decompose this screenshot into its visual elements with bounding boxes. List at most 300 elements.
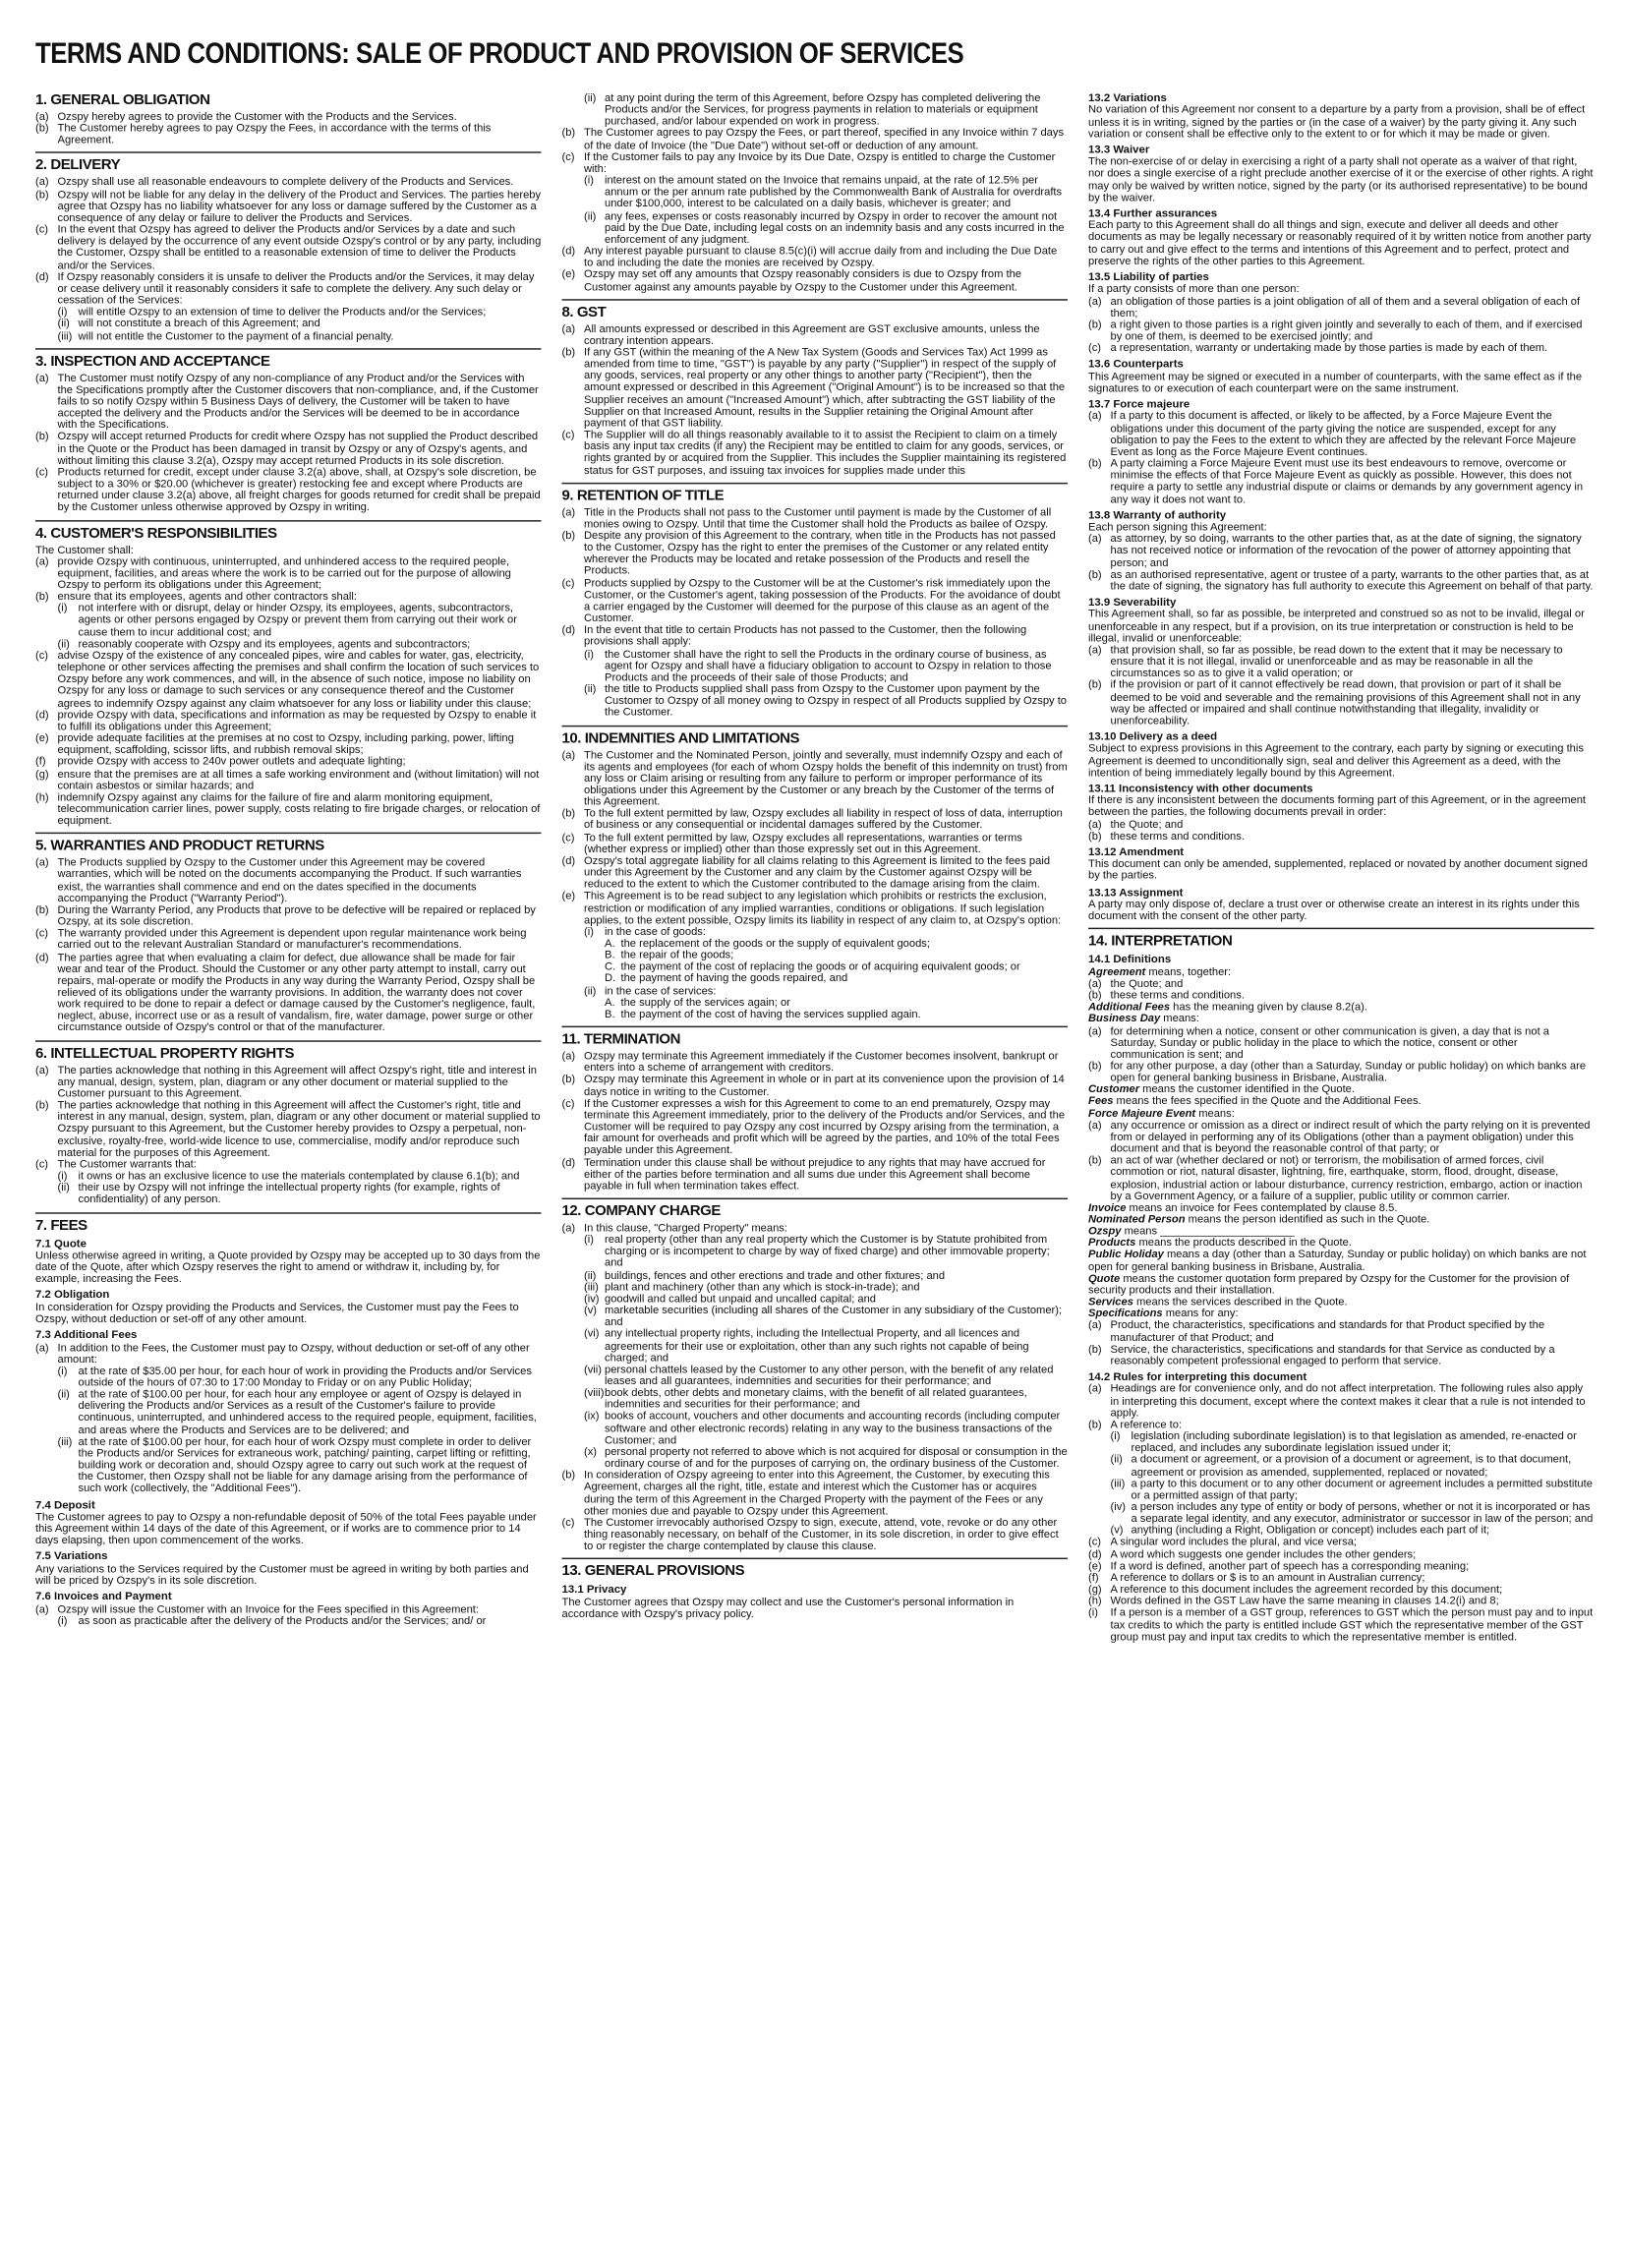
clause-text: The parties acknowledge that nothing in this Agreement will affect the Customer's right, title and interest in any manual, design, system, plan, diagram or any other document or material supplied to Ozspy pursuant to this Agreement, but the Customer hereby provides to Ozspy a perpetual, non-exclusive, royalty-free, world-wide licence to use, commercialise, modify and/or reproduce such material for the purposes of this Agreement. [57, 1098, 541, 1159]
definition-term: Services [1088, 1295, 1133, 1308]
clause-item [562, 210, 1069, 246]
clause-text: their use by Ozspy will not infringe the intellectual property rights (for example, rights of confidentiality) of any person. [78, 1181, 500, 1206]
clause-label: B. [605, 1007, 615, 1020]
clause-text: In consideration of Ozspy agreeing to enter into this Agreement, the Customer, by executing this Agreement, charges all the right, title, estate and interest which the Customer has or acquires during the term of this Agreement in the Charged Property with the payment of the Fees or any other monies due and payable to Ozspy under this Agreement. [584, 1468, 1050, 1518]
clause-text: A reference to: [1110, 1417, 1183, 1431]
clause-text: at the rate of $35.00 per hour, for each hour of work in providing the Products and/or Services outside of the hours of 07:30 to 17:00 Monday to Friday or on any Public Holiday; [78, 1364, 532, 1389]
clause-text: To the full extent permitted by law, Ozspy excludes all liability in respect of loss of data, interruption of business or any consequential or incidental damages suffered by the Customer. [584, 806, 1063, 832]
clause-text: a right given to those parties is a right given jointly and severally to each of them, and if exercised by one of them, is deemed to be exercised jointly; and [1110, 318, 1583, 343]
clause-item [1088, 1320, 1595, 1344]
clause-label: (c) [35, 1157, 49, 1171]
clause-item [1088, 1501, 1595, 1525]
clause-label: (iii) [1110, 1476, 1126, 1490]
clause-label: (a) [35, 175, 49, 189]
clause-item [562, 1470, 1069, 1517]
clause-item [562, 347, 1069, 430]
definition-text: means: [1195, 1106, 1235, 1120]
clause-item [562, 577, 1069, 624]
clause-label: (i) [584, 173, 594, 187]
clause-text: the payment of having the goods repaired, and [620, 971, 848, 985]
clause-label: (a) [1088, 532, 1102, 546]
clause-item [562, 1098, 1069, 1157]
clause-label: (b) [1088, 1417, 1102, 1431]
clause-item [1088, 569, 1595, 593]
clause-item [562, 1446, 1069, 1470]
definition-term: Force Majeure Event [1088, 1106, 1196, 1120]
paragraph: If there is any inconsistent between the documents forming part of this Agreement, or in the agreement between the parties, the following documents prevail in order: [1088, 793, 1587, 819]
definition-term: Customer [1088, 1082, 1140, 1096]
section-heading: 13. GENERAL PROVISIONS [562, 1558, 1069, 1580]
clause-item [1088, 1344, 1595, 1367]
clause-text: In the event that title to certain Products has not passed to the Customer, then the following provisions shall apply: [584, 622, 1027, 649]
clause-text: The Customer irrevocably authorised Ozspy to sign, execute, attend, vote, revoke or do any other thing reasonably necessary, on behalf of the Customer, in its sole discretion, in order to give effect to or register the charge contemplated by clause this clause. [584, 1515, 1059, 1552]
column-1 [35, 92, 542, 1643]
clause-item [35, 1342, 542, 1366]
clause-item [35, 603, 542, 638]
clause-label: (iv) [1110, 1499, 1126, 1514]
clause-label: (c) [35, 926, 49, 940]
clause-text: If any GST (within the meaning of the A New Tax System (Goods and Services Tax) Act 1999 as amended from time to time, "GST") is payable by any party ("Supplier") in respect of the supply of any goods, services, real property or any other things to another party ("Recipient"), then the amount expressed or described in this Agreement ("Original Amount") is to be increased so that the Supplier receives an amount ("Increased Amount") which, after subtracting the GST liability of the Supplier on that Increased Amount, results in the Supplier retaining the Original Amount after payment of that GST liability. [584, 345, 1066, 430]
clause-item [562, 246, 1069, 269]
clause-item [1088, 1025, 1595, 1061]
clause-text: in the case of goods: [605, 924, 706, 938]
clause-label: (a) [35, 855, 49, 869]
definition-text: means an invoice for Fees contemplated by clause 8.5. [1126, 1200, 1398, 1214]
subsection-heading: 13.7 Force majeure [1088, 397, 1190, 411]
clause-text: interest on the amount stated on the Invoice that remains unpaid, at the rate of 12.5% per annum or the per annum rate published by the Commonwealth Bank of Australia for overdrafts under $100,000, interest to be calculated on a daily basis, whichever is greater; and [605, 173, 1063, 210]
paragraph: Each party to this Agreement shall do all things and sign, execute and deliver all deeds and other documents as may be legally necessary or reasonably required of it by written notice from another party to carry out and give effect to the terms and intentions of this Agreement and to perfect, protect and preserve the rights of the other parties to this Agreement. [1088, 218, 1592, 267]
clause-item [35, 791, 542, 827]
clause-text: The Customer hereby agrees to pay Ozspy the Fees, in accordance with the terms of this Agreement. [57, 121, 492, 146]
clause-item [1088, 679, 1595, 727]
clause-item [35, 330, 542, 342]
paragraph: This document can only be amended, supplemented, replaced or novated by another document signed by the parties. [1088, 857, 1588, 883]
paragraph: This Agreement shall, so far as possible, be interpreted and construed so as not to be invalid, illegal or unenforceable in any respect, but if a provision, on its true interpretation or construction is held to be illegal, invalid or unenforceable: [1088, 607, 1585, 645]
section-heading: 2. DELIVERY [35, 152, 542, 174]
clause-item [562, 683, 1069, 719]
definition-text: means the services described in the Quote. [1132, 1295, 1348, 1308]
clause-text: a representation, warranty or undertaking made by those parties is made by each of them. [1110, 341, 1548, 355]
clause-label: (iii) [57, 1434, 73, 1448]
clause-item [35, 432, 542, 467]
paragraph: Subject to express provisions in this Agreement to the contrary, each party by signing or executing this Agreement is deemed to unconditionally sign, seal and deliver this Agreement as a deed, with the intention of being immediately legally bound by this Agreement. [1088, 741, 1584, 779]
definition-term: Fees [1088, 1094, 1114, 1108]
clause-label: (b) [1088, 1059, 1102, 1073]
clause-label: (i) [584, 646, 594, 661]
clause-text: these terms and conditions. [1110, 988, 1245, 1002]
section-heading: 9. RETENTION OF TITLE [562, 482, 1069, 503]
clause-label: (c) [561, 1515, 575, 1529]
clause-item [1088, 411, 1595, 458]
clause-item [35, 1100, 542, 1159]
clause-text: A word which suggests one gender includes the other genders; [1110, 1546, 1417, 1560]
clause-text: an act of war (whether declared or not) or terrorism, the mobilisation of armed forces, civil commotion or riot, natural disaster, lightning, fire, earthquake, storm, flood, drought, disease, explosion, industrial action or labour disturbance, currency restriction, embargo, action or inaction by a Government Agency, or a failure of a supplier, public utility or common carrier. [1110, 1153, 1583, 1202]
clause-label: (b) [1088, 988, 1102, 1002]
clause-label: (i) [584, 924, 594, 938]
clause-label: (ii) [57, 317, 70, 330]
clause-label: (d) [1088, 1546, 1102, 1560]
clause-label: (c) [561, 575, 575, 590]
clause-text: marketable securities (including all shares of the Customer in any subsidiary of the Customer); and [605, 1303, 1063, 1329]
clause-item [562, 128, 1069, 151]
clause-text: a person includes any type of entity or body of persons, whether or not it is incorporated or has a separate legal identity, and any executor, administrator or successor in law of the person; and [1131, 1499, 1594, 1525]
clause-item [562, 530, 1069, 577]
clause-label: (c) [35, 222, 49, 236]
definition-text: means: [1160, 1012, 1199, 1025]
clause-label: (a) [35, 1063, 49, 1076]
clause-text: if the provision or part of it cannot effectively be read down, that provision or part of it shall be deemed to be void and severable and the remaining provisions of this Agreement shall not in any way be affected or impaired and shall continue notwithstanding that illegality, invalidity or unenforceability. [1110, 677, 1581, 727]
clause-label: (d) [561, 622, 576, 637]
clause-label: (a) [1088, 294, 1102, 308]
clause-text: the repair of the goods; [620, 948, 734, 961]
clause-item [35, 857, 542, 904]
clause-text: Despite any provision of this Agreement to the contrary, when title in the Products has not passed to the Customer, Ozspy has the right to enter the premises of the Customer or any related entity wherever the Products may be located and retake possession of the Products and resell the Products. [584, 528, 1056, 578]
clause-text: buildings, fences and other erections and trade and other fixtures; and [605, 1267, 946, 1282]
clause-label: (i) [57, 305, 68, 319]
clause-text: a party to this document or to any other document or agreement includes a permitted substitute or a permitted assign of that party; [1131, 1476, 1593, 1502]
clause-item [562, 749, 1069, 808]
clause-text: In addition to the Fees, the Customer must pay to Ozspy, without deduction or set-off of any other amount: [57, 1340, 530, 1366]
clause-item [35, 189, 542, 224]
clause-text: Products supplied by Ozspy to the Customer will be at the Customer's risk immediately upon the Customer, or the Customer's agent, taking possession of the Products. For the avoidance of doubt a carrier engaged by the Customer will deemed for the purpose of this clause as an agent of the Customer. [584, 575, 1061, 625]
clause-label: (ii) [584, 681, 597, 696]
clause-text: If Ozspy reasonably considers it is unsafe to deliver the Products and/or the Services, it may delay or cease delivery until it reasonably considers it safe to complete the delivery. Any such delay or cessation of the Services: [57, 269, 535, 307]
clause-item [1088, 1061, 1595, 1084]
clause-item [1088, 644, 1595, 679]
clause-text: personal property not referred to above which is not acquired for disposal or consumption in the ordinary course of and for the purposes of carrying on, the ordinary business of the Customer. [605, 1444, 1068, 1471]
clause-text: advise Ozspy of the existence of any concealed pipes, wire and cables for water, gas, electricity, telephone or other services affecting the premises and shall confirm the location of such services to Ozspy before any work commences, and will, in the absence of such notice, impose no liability on Ozspy for any loss or damage to such services or any consequence thereof and the Customer agrees to indemnify Ozspy against any claim whatsoever for any loss or liability under this clause; [57, 648, 540, 710]
clause-label: (a) [35, 371, 49, 384]
clause-text: at any point during the term of this Agreement, before Ozspy has completed delivering the Products and/or the Services, for progress payments in relation to materials or equipment purchased, and/or labour expended on work in progress. [605, 90, 1041, 128]
section-heading: 1. GENERAL OBLIGATION [35, 92, 210, 109]
clause-label: (i) [57, 1364, 68, 1377]
clause-label: (ii) [584, 1267, 597, 1282]
subsection-heading: 13.12 Amendment [1088, 844, 1185, 858]
clause-item [35, 467, 542, 514]
section-heading: 11. TERMINATION [562, 1026, 1069, 1048]
paragraph: Each person signing this Agreement: [1088, 520, 1267, 534]
column-2 [562, 92, 1069, 1643]
clause-text: indemnify Ozspy against any claims for the failure of fire and alarm monitoring equipment, telecommunication carrier lines, power supply, costs relating to fire brigade charges, or relocation of equipment. [57, 789, 541, 827]
clause-item [562, 1157, 1069, 1192]
clause-label: (v) [1110, 1523, 1124, 1537]
clause-text: that provision shall, so far as possible, be read down to the extent that it may be necessary to ensure that it is not illegal, invalid or unenforceable and as may be reasonable in all the circumstances so as to give it a valid operation; or [1110, 642, 1563, 680]
clause-text: Service, the characteristics, specifications and standards for that Service as conducted by a reasonably competent professional engaged to perform that service. [1110, 1342, 1555, 1367]
clause-item [562, 1328, 1069, 1364]
clause-text: the title to Products supplied shall pass from Ozspy to the Customer upon payment by the Customer to Ozspy of all money owing to Ozspy in respect of all Products supplied by Ozspy to the Customer. [605, 681, 1068, 720]
clause-label: (x) [584, 1444, 598, 1459]
clause-item [35, 1389, 542, 1436]
clause-item [1088, 1430, 1595, 1454]
document-title: TERMS AND CONDITIONS: SALE OF PRODUCT AND PROVISION OF SERVICES [35, 37, 964, 70]
column-3 [1088, 92, 1595, 1643]
clause-label: (d) [561, 244, 576, 258]
clause-label: (d) [561, 1155, 576, 1169]
definition-text: means the person identified as such in the Quote. [1185, 1212, 1430, 1226]
clause-text: Title in the Products shall not pass to the Customer until payment is made by the Customer of all monies owing to Ozspy. Until that time the Customer shall hold the Products as bailee of Ozspy. [584, 504, 1052, 531]
clause-text: Ozspy may terminate this Agreement immediately if the Customer becomes insolvent, bankrupt or enters into a scheme of arrangement with creditors. [584, 1049, 1059, 1075]
subsection-heading: 13.2 Variations [1088, 90, 1167, 104]
subsection-heading: 13.3 Waiver [1088, 143, 1150, 156]
clause-label: (a) [1088, 1381, 1102, 1396]
definition-text: means the customer identified in the Quote. [1139, 1082, 1356, 1096]
paragraph: The Customer agrees to pay to Ozspy a non-refundable deposit of 50% of the total Fees payable under this Agreement within 14 days of the date of this Agreement, or if works are to commence prior to 14 days elapsing, then upon commencement of the works. [35, 1509, 537, 1547]
clause-label: (b) [35, 902, 49, 916]
clause-label: (a) [1088, 1023, 1102, 1037]
definition-text: has the meaning given by clause 8.2(a). [1170, 1000, 1368, 1014]
clause-text: During the Warranty Period, any Products that prove to be defective will be repaired or replaced by Ozspy, at its sole discretion. [57, 902, 536, 928]
clause-text: as an authorised representative, agent or trustee of a party, warrants to the other parties that, as at the date of signing, the signatory has full authority to execute this Agreement on behalf of that party. [1110, 567, 1594, 593]
clause-text: the replacement of the goods or the supply of equivalent goods; [620, 936, 930, 950]
definition-text: means for any: [1162, 1307, 1239, 1320]
clause-text: the Quote; and [1110, 817, 1184, 831]
section-heading: 3. INSPECTION AND ACCEPTANCE [35, 348, 542, 370]
clause-item [35, 271, 542, 307]
clause-text: the Customer shall have the right to sell the Products in the ordinary course of business, as agent for Ozspy and shall have a fiduciary obligation to account to Ozspy in relation to those Products and the proceeds of their sale of those Products; and [605, 646, 1052, 684]
clause-item [562, 269, 1069, 293]
subsection-heading: 7.3 Additional Fees [35, 1327, 138, 1342]
paragraph: In consideration for Ozspy providing the Products and Services, the Customer must pay the Fees to Ozspy, without deduction or set-off of any other amount. [35, 1300, 519, 1325]
clause-item [562, 323, 1069, 347]
clause-item [35, 555, 542, 591]
subsection-heading: 13.1 Privacy [561, 1583, 627, 1597]
clause-label: (b) [35, 187, 49, 201]
clause-text: at the rate of $100.00 per hour, for each hour any employee or agent of Ozspy is delayed in delivering the Products and/or Services as a result of the Customer's failure to provide continuous, uninterrupted, and unhindered access to the required people, equipment, facilities, and areas where the Products and Services are to be delivered; and [78, 1387, 537, 1436]
clause-item [35, 319, 542, 330]
clause-label: (f) [35, 754, 46, 768]
clause-text: it owns or has an exclusive licence to use the materials contemplated by clause 6.1(b); and [78, 1169, 520, 1183]
section-heading: 6. INTELLECTUAL PROPERTY RIGHTS [35, 1040, 542, 1062]
paragraph: Unless otherwise agreed in writing, a Quote provided by Ozspy may be accepted up to 30 days from the date of the Quote, after which Ozspy reserves the right to amend or withdraw it, including by, for example, increasing the Fees. [35, 1248, 541, 1286]
paragraph: If a party consists of more than one person: [1088, 282, 1300, 296]
clause-text: If a word is defined, another part of speech has a corresponding meaning; [1110, 1558, 1470, 1572]
clause-label: (vii) [584, 1362, 602, 1376]
clause-item [1088, 534, 1595, 569]
clause-text: at the rate of $100.00 per hour, for each hour of work Ozspy must complete in order to deliver the Products and/or Services for extraneous work, patching/ painting, carpet lifting or refitting, building work or decoration and, should Ozspy agree to carry out such work at the request of the Customer, then Ozspy shall not be liable for any damage arising from the performance of such work (collectively, the "Additional Fees"). [78, 1434, 532, 1495]
clause-text: This Agreement is to be read subject to any legislation which prohibits or restricts the exclusion, restriction or modification of any implied warranties, conditions or obligations. If such legislation applies, to the extent possible, Ozspy limits its liability in respect of any claim to, at Ozspy's option: [584, 889, 1062, 926]
clause-label: (e) [561, 267, 576, 281]
clause-text: If the Customer expresses a wish for this Agreement to come to an end prematurely, Ozspy may terminate this Agreement immediately, prior to the delivery of the Products and/or Services, and the Customer will be required to pay Ozspy any cost incurred by Ozspy arising from the termination, a fair amount for overheads and profit which will be agreed by the parties, and 10% of the total Fees payable under this Agreement. [584, 1096, 1066, 1157]
clause-label: (b) [1088, 829, 1102, 843]
clause-item [1088, 1120, 1595, 1155]
clause-label: (b) [35, 589, 49, 604]
clause-label: (d) [35, 707, 49, 722]
clause-text: not interfere with or disrupt, delay or hinder Ozspy, its employees, agents, subcontractors, agents or other persons engaged by Ozspy or prevent them from carrying out their work or cause them to incur additional cost; and [78, 601, 517, 639]
clause-item [35, 732, 542, 756]
clause-text: To the full extent permitted by law, Ozspy excludes all representations, warranties or terms (whether express or implied) other than those expressly set out in this Agreement. [584, 830, 1022, 855]
clause-label: (h) [35, 789, 49, 803]
clause-text: If the Customer fails to pay any Invoice by its Due Date, Ozspy is entitled to charge the Customer with: [584, 149, 1056, 175]
clause-item [35, 123, 542, 146]
clause-label: (a) [35, 109, 49, 123]
clause-label: (ii) [57, 1181, 70, 1194]
clause-label: (ii) [1110, 1452, 1123, 1467]
clause-label: (i) [57, 1169, 68, 1183]
definition [1088, 1273, 1595, 1297]
clause-text: provide Ozspy with continuous, uninterrupted, and unhindered access to the required people, equipment, facilities, and areas where the work is to be carried out for the purpose of allowing Ozspy to perform its obligations under this Agreement; [57, 553, 511, 592]
definition-text: means ______________________ [1121, 1224, 1295, 1238]
clause-item [35, 928, 542, 952]
clause-item [562, 151, 1069, 175]
subsection-heading: 13.11 Inconsistency with other documents [1088, 781, 1313, 795]
paragraph: Any variations to the Services required by the Customer must be agreed in writing by both parties and will be priced by Ozspy's in its sole discretion. [35, 1561, 529, 1587]
clause-label: (b) [1088, 1342, 1102, 1356]
subsection-heading: 7.5 Variations [35, 1549, 108, 1563]
clause-label: (c) [1088, 1535, 1102, 1548]
clause-label: D. [605, 971, 616, 985]
clause-text: real property (other than any real property which the Customer is by Statute prohibited from charging or is incompetent to charge by way of fixed charge) and other immovable property; and [605, 1233, 1050, 1270]
subsection-heading: 13.8 Warranty of authority [1088, 507, 1227, 522]
clause-item [35, 709, 542, 732]
clause-text: plant and machinery (other than any which is stock-in-trade); and [605, 1279, 920, 1294]
clause-label: (d) [35, 269, 49, 283]
paragraph: A party may only dispose of, declare a trust over or otherwise create an interest in its rights under this document with the consent of the other party. [1088, 897, 1580, 923]
clause-text: a document or agreement, or a provision of a document or agreement, is to that document, agreement or provision as amended, supplemented, replaced or novated; [1131, 1452, 1572, 1479]
definition-text: means a day (other than a Saturday, Sunday or public holiday) on which banks are not open for general banking business in Brisbane, Australia. [1088, 1248, 1587, 1273]
clause-item [562, 891, 1069, 926]
subsection-heading: 7.2 Obligation [35, 1288, 110, 1302]
clause-text: the payment of the cost of replacing the goods or of acquiring equivalent goods; or [620, 960, 1020, 973]
clause-label: B. [605, 948, 615, 961]
clause-text: any occurrence or omission as a direct or indirect result of which the party relying on it is prevented from or delayed in performing any of its Obligations (other than a payment obligation) under this document and that is beyond the reasonable control of that party; or [1110, 1118, 1591, 1155]
clause-label: (e) [1088, 1558, 1102, 1572]
clause-text: The warranty provided under this Agreement is dependent upon regular maintenance work being carried out to the relevant Australian Standard or manufacturer's recommendations. [57, 926, 527, 952]
clause-label: (b) [561, 1073, 576, 1086]
subsection-heading: 14.1 Definitions [1088, 953, 1172, 966]
clause-item [35, 1366, 542, 1389]
clause-label: (d) [561, 853, 576, 867]
clause-text: The Customer agrees to pay Ozspy the Fees, or part thereof, specified in any Invoice within 7 days of the date of Invoice (the "Due Date") without set-off or deduction of any amount. [584, 126, 1065, 151]
clause-text: the supply of the services again; or [620, 995, 790, 1009]
clause-label: (g) [35, 766, 49, 780]
clause-label: (b) [1088, 1153, 1102, 1167]
clause-text: ensure that the premises are at all times a safe working environment and (without limitation) will not contain asbestos or similar hazards; and [57, 766, 540, 791]
clause-item [1088, 1478, 1595, 1501]
clause-text: ensure that its employees, agents and other contractors shall: [57, 589, 357, 604]
definition-term: Public Holiday [1088, 1248, 1164, 1261]
clause-label: (h) [1088, 1594, 1102, 1607]
clause-item [1088, 320, 1595, 343]
clause-text: will not constitute a breach of this Agreement; and [78, 317, 320, 330]
clause-label: (c) [561, 428, 575, 441]
section-heading: 14. INTERPRETATION [1088, 928, 1595, 950]
clause-text: for any other purpose, a day (other than a Saturday, Sunday or public holiday) on which banks are open for general banking business in Brisbane, Australia. [1110, 1059, 1587, 1084]
clause-label: (i) [57, 601, 68, 615]
paragraph: This Agreement may be signed or executed in a number of counterparts, with the same effect as if the signatures to or execution of each counterpart were on the same instrument. [1088, 369, 1583, 395]
clause-text: these terms and conditions. [1110, 829, 1245, 843]
clause-text: anything (including a Right, Obligation or concept) includes each part of it; [1131, 1523, 1490, 1537]
clause-item [35, 650, 542, 709]
clause-text: an obligation of those parties is a joint obligation of all of them and a several obligation of each of them; [1110, 294, 1581, 320]
subsection-heading: 13.4 Further assurances [1088, 205, 1218, 220]
subsection-heading: 13.13 Assignment [1088, 885, 1184, 899]
clause-label: (b) [1088, 318, 1102, 331]
clause-label: (b) [35, 430, 49, 443]
clause-text: Products returned for credit, except under clause 3.2(a) above, shall, at Ozspy's sole discretion, be subject to a 30% or $20.00 (whichever is greater) restocking fee and except where Products are returned under clause 3.2(a) above, all freight charges for goods returned for credit shall be prepaid by the Customer unless otherwise approved by Ozspy in writing. [57, 465, 541, 514]
paragraph: The Customer agrees that Ozspy may collect and use the Customer's personal information in accordance with Ozspy's privacy policy. [561, 1595, 1015, 1620]
clause-label: (f) [1088, 1570, 1099, 1584]
clause-item [562, 648, 1069, 683]
clause-label: (iii) [57, 328, 73, 342]
clause-item [1088, 1454, 1595, 1478]
clause-item [35, 1436, 542, 1495]
clause-label: (g) [1088, 1582, 1102, 1596]
clause-label: (i) [57, 1613, 68, 1627]
clause-label: (ii) [57, 1387, 70, 1401]
clause-text: the payment of the cost of having the services supplied again. [620, 1007, 921, 1020]
clause-text: goodwill and called but unpaid and uncalled capital; and [605, 1291, 877, 1306]
subsection-heading: 13.9 Severability [1088, 595, 1177, 609]
definition-term: Invoice [1088, 1200, 1127, 1214]
definition-term: Nominated Person [1088, 1212, 1186, 1226]
paragraph: The non-exercise of or delay in exercising a right of a party shall not operate as a waiver of that right, nor does a single exercise of a right preclude another exercise of it or the exercise of other rights. A right may only be waived by written notice, signed by the party (or its authorised representative) to be bound by the waiver. [1088, 154, 1594, 204]
clause-text: Ozspy shall use all reasonable endeavours to complete delivery of the Products and Services. [57, 175, 514, 189]
clause-item [562, 506, 1069, 530]
definition-term: Additional Fees [1088, 1000, 1171, 1014]
definition-term: Agreement [1088, 964, 1146, 978]
clause-text: The Customer must notify Ozspy of any non-compliance of any Product and/or the Services with the Specifications promptly after the Customer discovers that non-compliance, and, if the Customer fails to so notify Ozspy within 5 Business Days of delivery, the Customer will be taken to have accepted the delivery and the Products and/or the Services will be deemed to be in accordance with the Specifications. [57, 371, 539, 432]
clause-item [35, 904, 542, 928]
clause-label: (b) [561, 345, 576, 359]
clause-text: Ozspy will issue the Customer with an Invoice for the Fees specified in this Agreement: [57, 1601, 479, 1615]
subsection-heading: 7.4 Deposit [35, 1497, 95, 1511]
clause-label: (a) [1088, 1118, 1102, 1132]
definition-text: means the customer quotation form prepared by Ozspy for the Customer for the provision of security products and their installation. [1088, 1271, 1570, 1297]
definition-term: Quote [1088, 1271, 1121, 1285]
clause-item [562, 92, 1069, 128]
definition-term: Ozspy [1088, 1224, 1122, 1238]
clause-text: Ozspy will accept returned Products for credit where Ozspy has not supplied the Product described in the Quote or the Product has been damaged in transit by Ozspy or any of Ozspy's agents, and without limiting this clause 3.2(a), Ozspy may accept returned Products in its sole discretion. [57, 430, 539, 467]
clause-item [562, 1411, 1069, 1446]
clause-item [562, 1517, 1069, 1552]
clause-label: (e) [561, 889, 576, 902]
clause-label: (a) [1088, 409, 1102, 423]
clause-label: (b) [561, 528, 576, 543]
clause-label: (ii) [584, 983, 597, 997]
clause-item [1088, 831, 1595, 843]
clause-item [562, 1364, 1069, 1387]
clause-item [35, 373, 542, 432]
clause-label: (b) [561, 126, 576, 140]
definition [1088, 1014, 1595, 1025]
definition-text: means the products described in the Quote. [1135, 1236, 1352, 1250]
definition-term: Specifications [1088, 1307, 1163, 1320]
clause-text: reasonably cooperate with Ozspy and its employees, agents and subcontractors; [78, 636, 471, 651]
clause-item [562, 1009, 1069, 1020]
clause-label: (a) [561, 321, 576, 335]
definition [1088, 1250, 1595, 1273]
clause-label: (a) [561, 747, 576, 761]
subsection-heading: 7.1 Quote [35, 1236, 87, 1250]
clause-text: as soon as practicable after the delivery of the Products and/or the Services; and/ or [78, 1613, 487, 1627]
clause-text: The Customer warrants that: [57, 1157, 197, 1171]
clause-label: A. [605, 936, 615, 950]
clause-item [562, 1234, 1069, 1269]
clause-label: (c) [35, 648, 49, 663]
clause-label: (c) [561, 830, 575, 843]
definition-text: means the fees specified in the Quote and the Additional Fees. [1113, 1094, 1422, 1108]
clause-label: (a) [35, 1601, 49, 1615]
clause-text: as attorney, by so doing, warrants to the other parties that, as at the date of signing, the signatory has not received notice or information of the revocation of the power of attorney appointing that person; and [1110, 532, 1582, 569]
subsection-heading: 7.6 Invoices and Payment [35, 1590, 172, 1603]
clause-label: (a) [561, 1221, 576, 1235]
clause-item [562, 430, 1069, 477]
clause-item [562, 624, 1069, 648]
columns [35, 92, 1595, 1643]
clause-text: will entitle Ozspy to an extension of time to deliver the Products and/or the Services; [78, 305, 487, 319]
clause-item [35, 1615, 542, 1627]
clause-text: any fees, expenses or costs reasonably incurred by Ozspy in order to recover the amount not paid by the Due Date, including legal costs on an indemnity basis and any costs incurred in the enforcement of any judgment. [605, 208, 1065, 246]
